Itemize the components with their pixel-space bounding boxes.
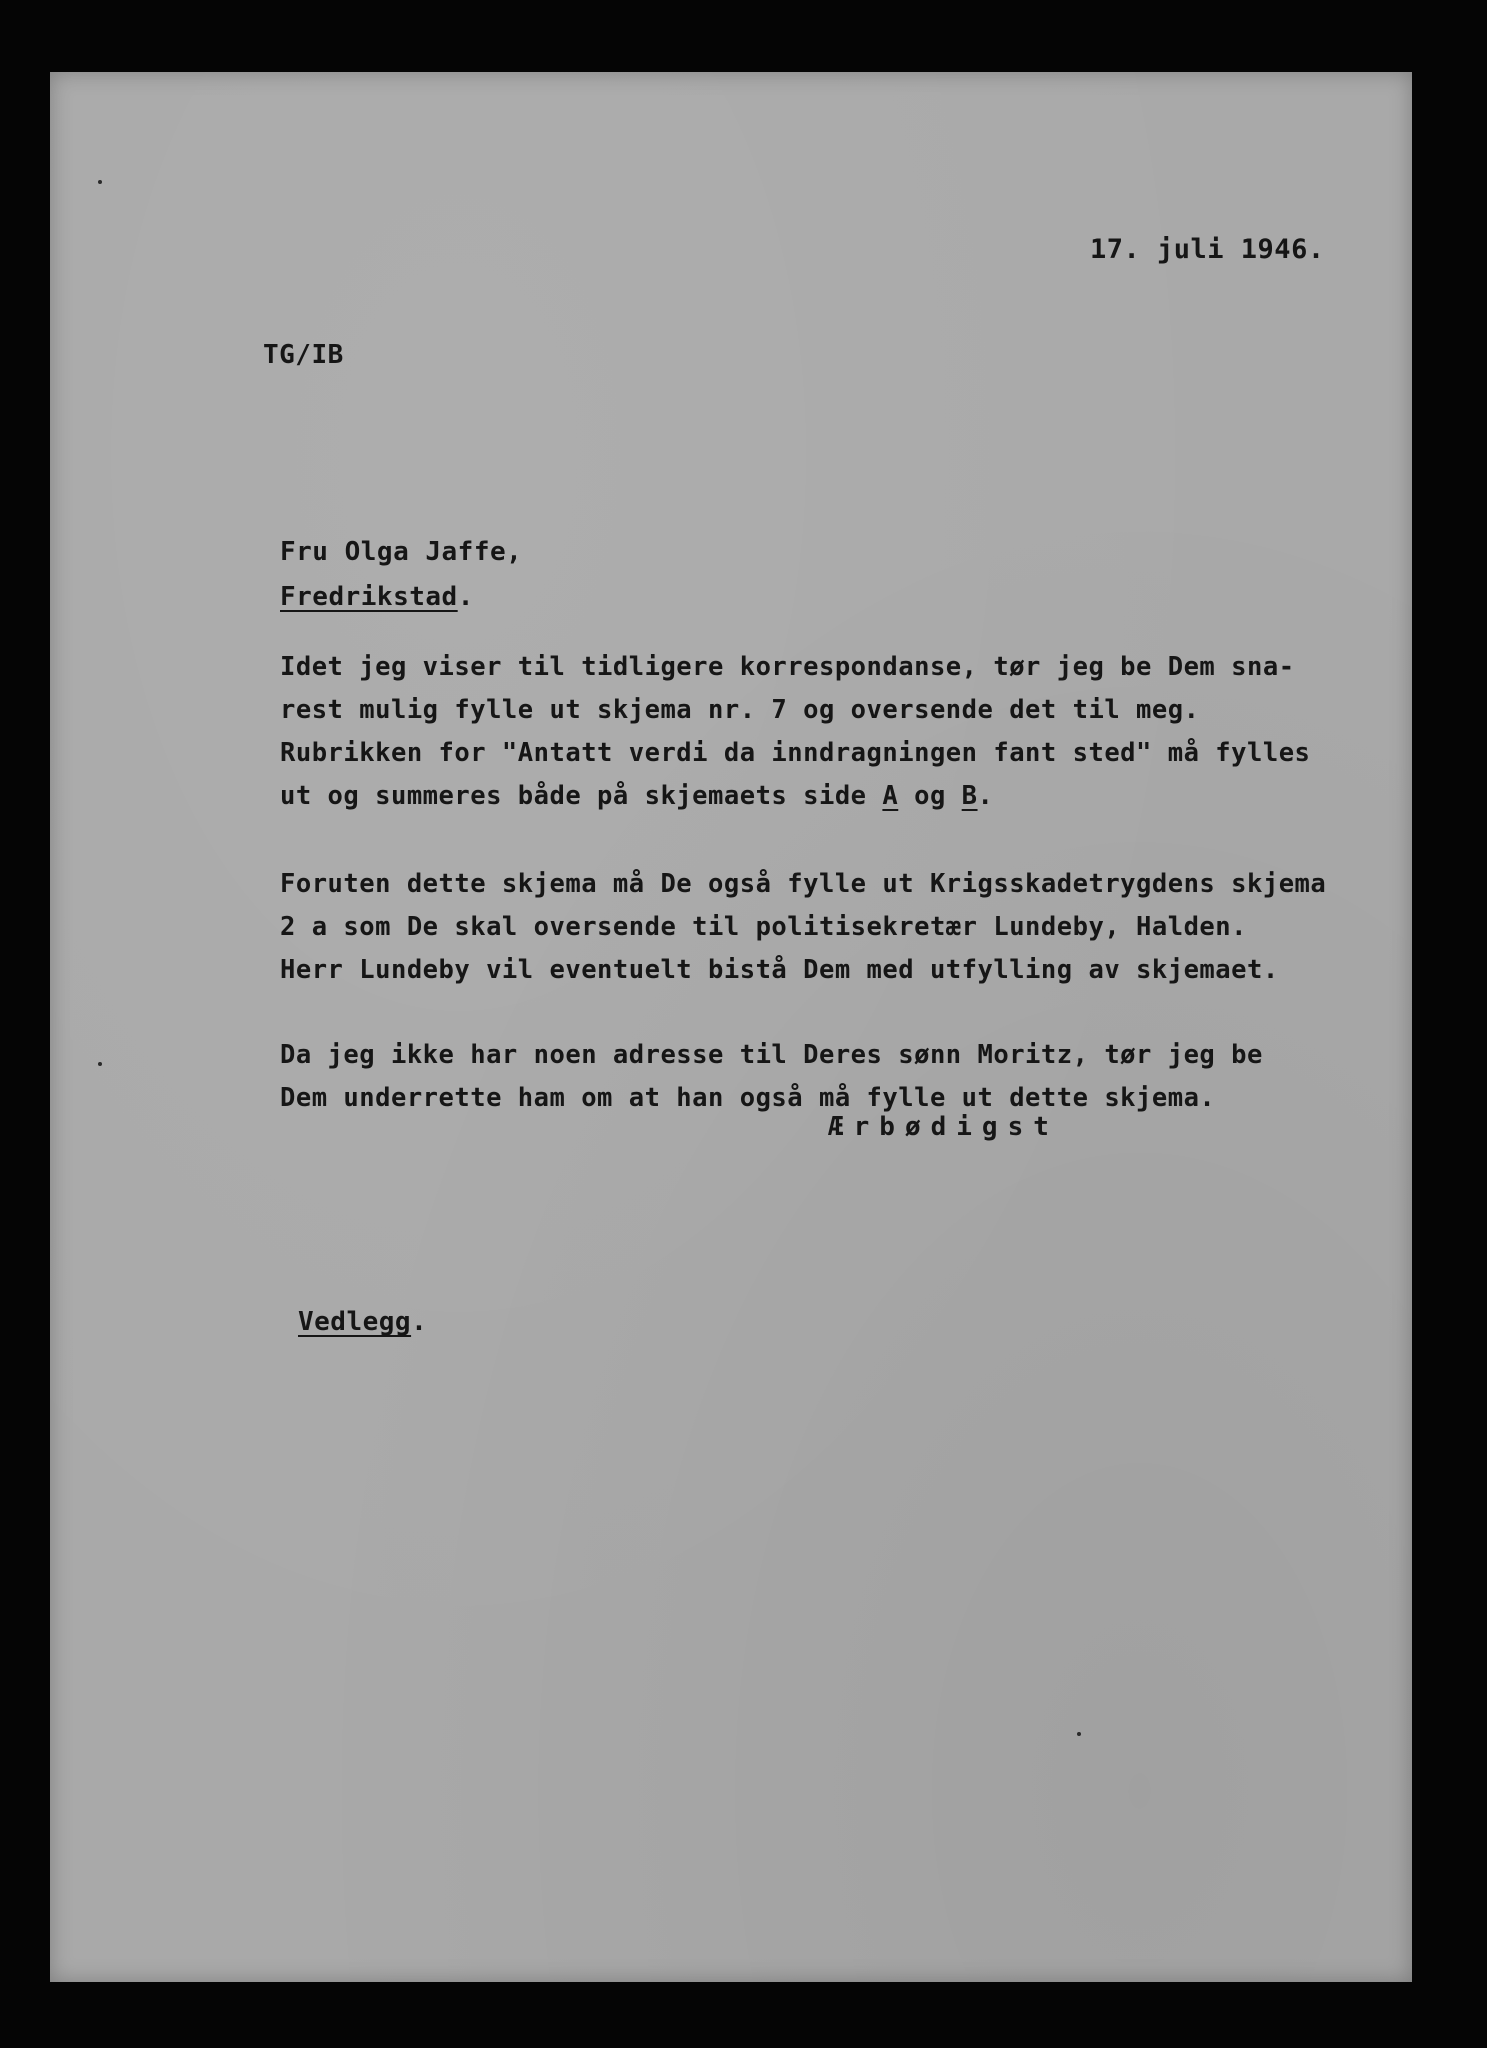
paragraph2-line3: Herr Lundeby vil eventuelt bistå Dem med utfylling av skjemaet. <box>280 955 1279 985</box>
paragraph1-line3: Rubrikken for "Antatt verdi da inndragningen fant sted" må fylles <box>280 738 1311 768</box>
paragraph1-line1: Idet jeg viser til tidligere korrespondanse, tør jeg be Dem sna- <box>280 652 1295 682</box>
letter-date: 17. juli 1946. <box>1090 234 1325 265</box>
paragraph1-line4-text: ut og summeres både på skjemaets side <box>280 781 883 811</box>
paragraph1-line2: rest mulig fylle ut skjema nr. 7 og oversende det til meg. <box>280 695 1200 725</box>
paragraph2-line2: 2 a som De skal oversende til politisekretær Lundeby, Halden. <box>280 912 1247 942</box>
paragraph1-line4-mid: og <box>898 781 962 811</box>
recipient-name: Fru Olga Jaffe, <box>280 537 523 567</box>
paragraph3-line1: Da jeg ikke har noen adresse til Deres sønn Moritz, tør jeg be <box>280 1040 1263 1070</box>
reference-code: TG/IB <box>263 340 344 370</box>
side-a: A <box>882 781 899 811</box>
paragraph1-line4 <box>280 781 993 811</box>
closing-salutation: Ærbødigst <box>828 1112 1059 1142</box>
paragraph3-line2: Dem underrette ham om at han også må fylle ut dette skjema. <box>280 1083 1216 1113</box>
side-b: B <box>961 781 978 811</box>
paragraph1-line4-end: . <box>977 781 994 811</box>
letter-page <box>50 72 1412 1982</box>
recipient-city-punct: . <box>457 582 474 612</box>
paper-speck <box>98 180 102 184</box>
recipient-city: Fredrikstad <box>280 582 458 612</box>
paragraph2-line1: Foruten dette skjema må De også fylle ut Krigsskadetrygdens skjema <box>280 869 1327 899</box>
paper-speck <box>98 1062 102 1066</box>
enclosure-punct: . <box>411 1307 428 1337</box>
enclosure-label: Vedlegg <box>298 1307 412 1337</box>
paper-speck <box>1077 1732 1081 1736</box>
recipient-city-line <box>280 582 474 612</box>
enclosure-line <box>298 1307 427 1337</box>
